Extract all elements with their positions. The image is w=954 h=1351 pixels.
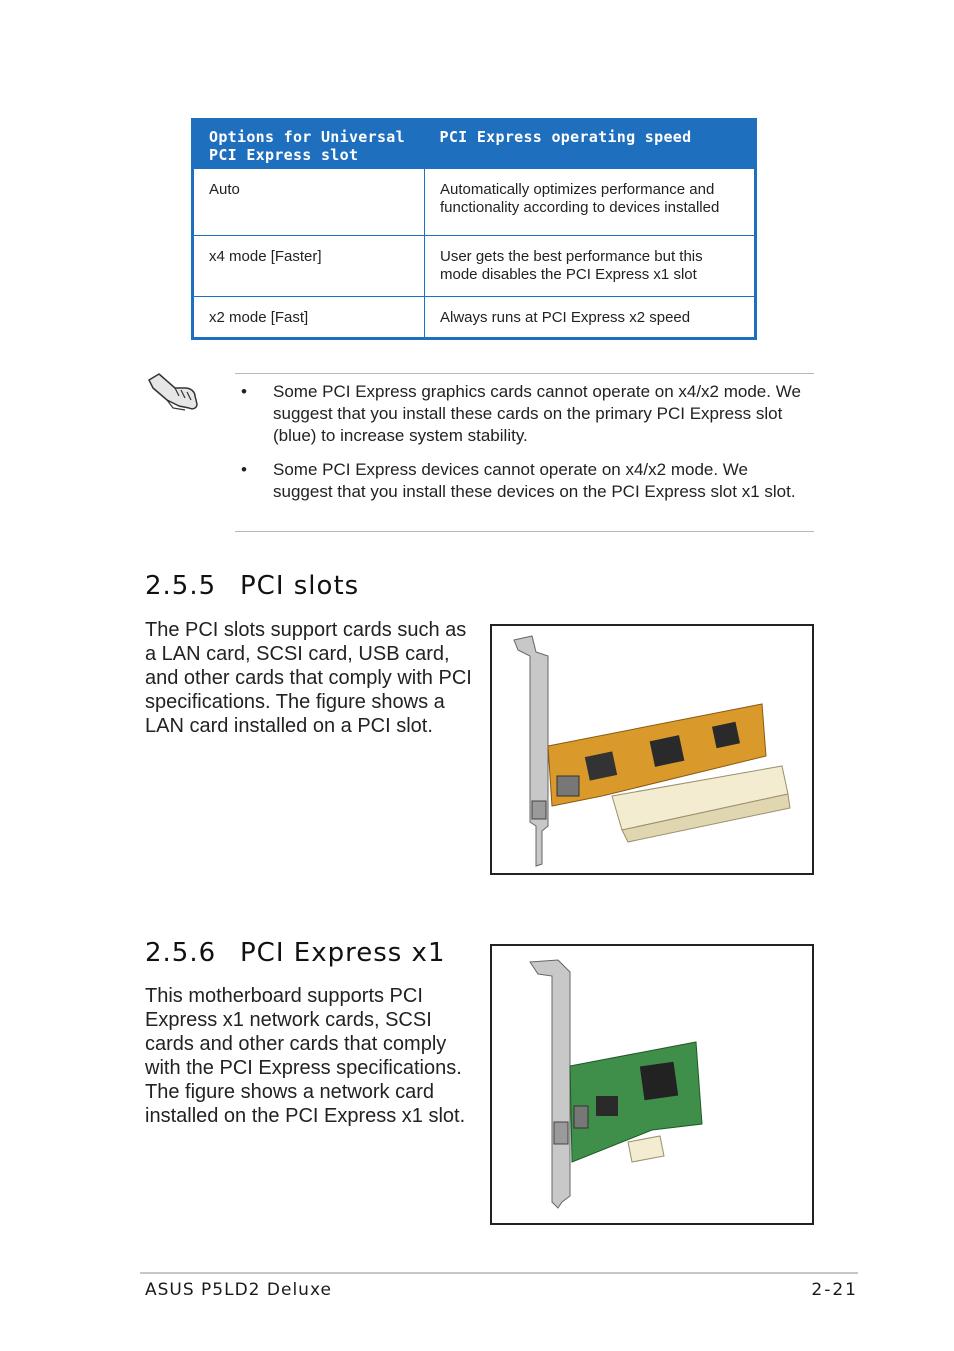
section-heading-pci-slots bbox=[145, 571, 359, 601]
footer-page-number: 2-21 bbox=[811, 1280, 858, 1300]
footer-rule bbox=[140, 1272, 858, 1274]
speed-cell: User gets the best performance but this mode disables the PCI Express x1 slot bbox=[425, 236, 756, 297]
bullet-icon: • bbox=[241, 382, 247, 401]
section-heading-pcie-x1 bbox=[145, 938, 445, 968]
option-cell: Auto bbox=[193, 169, 425, 236]
section-number: 2.5.6 bbox=[145, 938, 217, 968]
pci-slots-paragraph: The PCI slots support cards such as a LAN card, SCSI card, USB card, and other cards that comply with PCI specifications. The figure shows a LAN card installed on a PCI slot. bbox=[145, 619, 472, 737]
pci-lan-card-illustration bbox=[492, 626, 812, 873]
note-top-rule bbox=[235, 373, 814, 374]
options-column-header: Options for Universal PCI Express slot bbox=[193, 120, 425, 169]
hand-note-icon bbox=[145, 370, 201, 414]
bullet-icon: • bbox=[241, 460, 247, 479]
pcie-x1-paragraph: This motherboard supports PCI Express x1 network cards, SCSI cards and other cards that comply with the PCI Express specifications. The figure shows a network card installed on the PCI Express x1 slot. bbox=[145, 985, 466, 1127]
pci-lan-card-figure bbox=[490, 624, 814, 875]
options-table-header-row bbox=[193, 120, 756, 169]
section-number: 2.5.5 bbox=[145, 571, 217, 601]
table-row bbox=[193, 169, 756, 236]
note-item-text: Some PCI Express graphics cards cannot operate on x4/x2 mode. We suggest that you install these cards on the primary PCI Express slot (blue) to increase system stability. bbox=[273, 382, 801, 445]
note-item-text: Some PCI Express devices cannot operate on x4/x2 mode. We suggest that you install these devices on the PCI Express slot x1 slot. bbox=[273, 460, 796, 501]
pcie-network-card-illustration bbox=[492, 946, 812, 1223]
option-cell: x4 mode [Faster] bbox=[193, 236, 425, 297]
options-table bbox=[191, 118, 757, 340]
table-row bbox=[193, 236, 756, 297]
note-item bbox=[236, 459, 806, 503]
section-title: PCI slots bbox=[240, 571, 360, 601]
speed-cell: Always runs at PCI Express x2 speed bbox=[425, 297, 756, 339]
note-bottom-rule bbox=[235, 531, 814, 532]
option-cell: x2 mode [Fast] bbox=[193, 297, 425, 339]
note-item bbox=[236, 381, 806, 447]
table-row bbox=[193, 297, 756, 339]
footer-manual-title: ASUS P5LD2 Deluxe bbox=[145, 1280, 332, 1300]
pcie-network-card-figure bbox=[490, 944, 814, 1225]
section-title: PCI Express x1 bbox=[240, 938, 446, 968]
speed-column-header: PCI Express operating speed bbox=[425, 120, 756, 169]
speed-cell: Automatically optimizes performance and functionality according to devices installed bbox=[425, 169, 756, 236]
